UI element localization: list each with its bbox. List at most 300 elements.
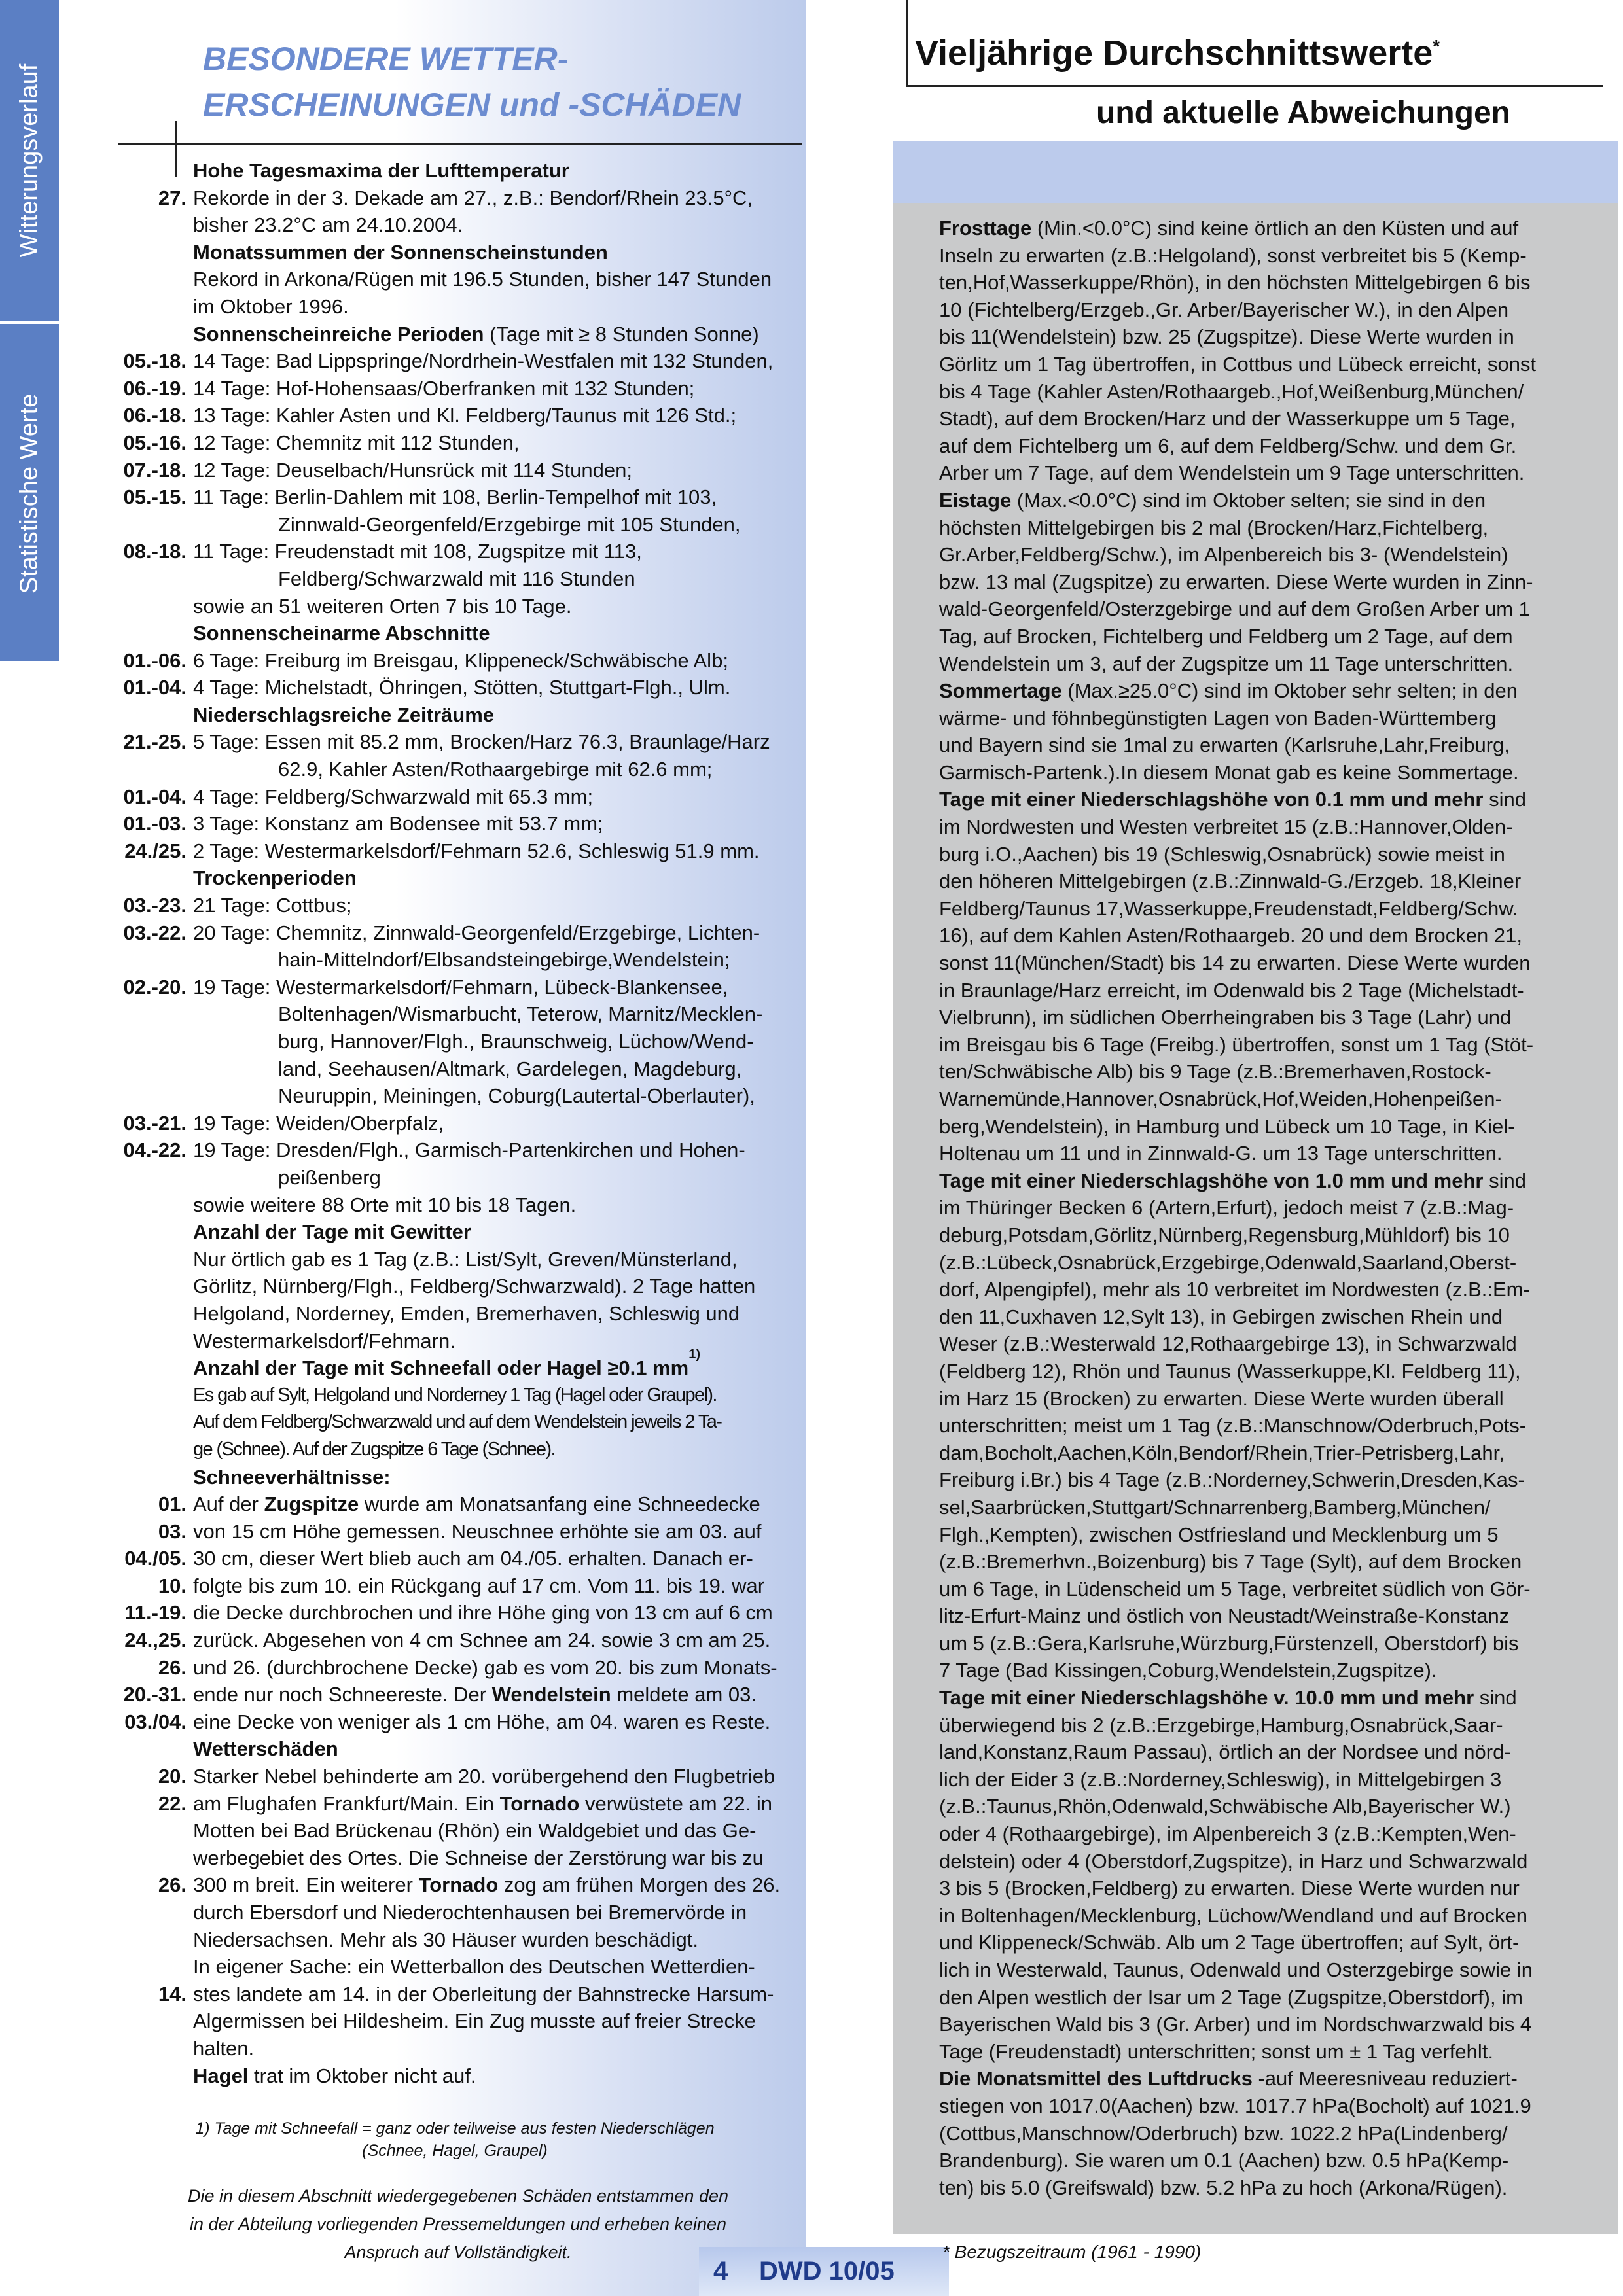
list-item xyxy=(98,892,812,919)
text-line: Gr.Arber,Feldberg/Schw.), im Alpenbereich bis 3- (Wendelstein) xyxy=(939,543,1508,567)
list-item xyxy=(98,1273,812,1300)
entry-text: Hagel trat im Oktober nicht auf. xyxy=(193,2064,476,2087)
list-item xyxy=(98,565,812,593)
entry-text: 19 Tage: Dresden/Flgh., Garmisch-Partenkirchen und Hohen- xyxy=(193,1139,745,1162)
text-line: Tage mit einer Niederschlagshöhe von 1.0 mm und mehr sind xyxy=(939,1169,1526,1192)
text-line: litz-Erfurt-Mainz und östlich von Neustadt/Weinstraße-Konstanz xyxy=(939,1604,1510,1628)
entry-text: die Decke durchbrochen und ihre Höhe ging von 13 cm auf 6 cm xyxy=(193,1601,773,1625)
list-item xyxy=(98,1845,812,1872)
list-item xyxy=(98,1328,812,1355)
list-item xyxy=(98,1599,812,1627)
date-label: 08.-18. xyxy=(123,540,187,563)
entry-text: Zinnwald-Georgenfeld/Erzgebirge mit 105 Stunden, xyxy=(278,512,741,536)
list-item xyxy=(98,1000,812,1028)
text-line: (z.B.:Taunus,Rhön,Odenwald,Schwäbische Alb,Bayerischer W.) xyxy=(939,1795,1511,1818)
text-line: den höheren Mittelgebirgen (z.B.:Zinnwald-G./Erzgeb. 18,Kleiner xyxy=(939,870,1522,893)
text-line: den 11,Cuxhaven 12,Sylt 13), in Gebirgen zwischen Rhein und xyxy=(939,1305,1503,1328)
date-label xyxy=(98,620,193,647)
entry-text: 19 Tage: Westermarkelsdorf/Fehmarn, Lübeck-Blankensee, xyxy=(193,975,728,998)
text-line: ten,Hof,Wasserkuppe/Rhön), in den höchsten Mittelgebirgen 6 bis xyxy=(939,271,1531,294)
entry-text: sowie weitere 88 Orte mit 10 bis 18 Tagen. xyxy=(193,1193,577,1216)
text-line: Garmisch-Partenk.).In diesem Monat gab es keine Sommertage. xyxy=(939,760,1519,784)
text-line: Wendelstein um 3, auf der Zugspitze um 11 Tage unterschritten. xyxy=(939,652,1514,675)
text-line: berg,Wendelstein), in Hamburg und Lübeck um 10 Tage, in Kiel- xyxy=(939,1114,1515,1138)
right-divider-line xyxy=(906,85,1603,87)
list-item xyxy=(98,2007,812,2035)
list-item xyxy=(98,783,812,811)
page-footer xyxy=(699,2247,949,2296)
entry-text: halten. xyxy=(193,2036,255,2060)
date-label xyxy=(98,1192,193,1219)
list-item xyxy=(98,838,812,865)
right-divider-vertical xyxy=(906,0,908,87)
date-label xyxy=(98,511,193,539)
list-item xyxy=(98,1192,812,1219)
text-line: sonst 11(München/Stadt) bis 14 zu erwarten. Diese Werte wurden xyxy=(939,951,1531,975)
list-item xyxy=(98,1708,812,1736)
list-item xyxy=(98,810,812,838)
list-item xyxy=(98,1382,812,1409)
entry-text: 21 Tage: Cottbus; xyxy=(193,894,352,917)
reference-period-note: * Bezugszeitraum (1961 - 1990) xyxy=(942,2242,1202,2262)
text-line: und Bayern sind sie 1mal zu erwarten (Karlsruhe,Lahr,Freiburg, xyxy=(939,733,1510,757)
list-item xyxy=(98,620,812,647)
text-line: dam,Bocholt,Aachen,Köln,Bendorf/Rhein,Trier-Petrisberg,Lahr, xyxy=(939,1441,1505,1464)
date-label: 01.-04. xyxy=(123,785,187,808)
entry-text: 4 Tage: Feldberg/Schwarzwald mit 65.3 mm; xyxy=(193,785,594,808)
date-label xyxy=(98,864,193,892)
entry-text: Rekorde in der 3. Dekade am 27., z.B.: Bendorf/Rhein 23.5°C, xyxy=(193,186,753,209)
entry-text: im Oktober 1996. xyxy=(193,294,349,318)
list-item xyxy=(98,293,812,321)
text-line: deburg,Potsdam,Görlitz,Nürnberg,Regensburg,Mühldorf) bis 10 xyxy=(939,1223,1510,1246)
right-section-title: Vieljährige Durchschnittswerte* xyxy=(915,33,1440,73)
list-item xyxy=(98,1409,812,1436)
text-line: bzw. 13 mal (Zugspitze) zu erwarten. Diese Werte wurden in Zinn- xyxy=(939,570,1533,593)
list-item xyxy=(98,538,812,565)
list-item xyxy=(98,1899,812,1926)
list-item xyxy=(98,457,812,484)
text-line: bis 11(Wendelstein) bzw. 25 (Zugspitze). Diese Werte wurden in xyxy=(939,325,1514,349)
date-label xyxy=(98,1300,193,1328)
date-label: 03.-23. xyxy=(123,894,187,917)
text-line: im Thüringer Becken 6 (Artern,Erfurt), jedoch meist 7 (z.B.:Mag- xyxy=(939,1196,1514,1220)
left-section-title: BESONDERE WETTER- ERSCHEINUNGEN und -SCHÄDEN xyxy=(203,41,741,123)
date-label: 07.-18. xyxy=(123,458,187,482)
date-label: 01.-03. xyxy=(123,812,187,836)
list-item xyxy=(98,1545,812,1572)
list-item xyxy=(98,1055,812,1083)
date-label xyxy=(98,211,193,239)
date-label: 01.-06. xyxy=(123,648,187,672)
list-item xyxy=(98,402,812,429)
entry-text: Nur örtlich gab es 1 Tag (z.B.: List/Sylt, Greven/Münsterland, xyxy=(193,1247,738,1271)
text-line: Brandenburg). Sie waren um 0.1 (Aachen) bzw. 0.5 hPa(Kemp- xyxy=(939,2149,1509,2172)
date-label xyxy=(98,946,193,974)
entry-text: bisher 23.2°C am 24.10.2004. xyxy=(193,213,463,237)
entry-text: sowie an 51 weiteren Orten 7 bis 10 Tage. xyxy=(193,594,572,618)
date-label xyxy=(98,593,193,620)
date-label: 04.-22. xyxy=(123,1139,187,1162)
entry-text: Sonnenscheinarme Abschnitte xyxy=(193,622,490,645)
entry-text: Auf dem Feldberg/Schwarzwald und auf dem Wendelstein jeweils 2 Ta- xyxy=(193,1411,722,1433)
issue-label: DWD 10/05 xyxy=(759,2257,895,2286)
date-label: 01.-04. xyxy=(123,676,187,699)
text-line: wald-Georgenfeld/Osterzgebirge und auf dem Großen Arber um 1 xyxy=(939,597,1530,621)
date-label xyxy=(98,293,193,321)
date-label xyxy=(98,1464,193,1491)
date-label xyxy=(98,1953,193,1981)
date-label xyxy=(98,1899,193,1926)
list-item xyxy=(98,1246,812,1273)
entry-text: Algermissen bei Hildesheim. Ein Zug musste auf freier Strecke xyxy=(193,2009,756,2033)
date-label xyxy=(98,1164,193,1192)
climate-averages-text xyxy=(939,215,1610,2201)
date-label xyxy=(98,2035,193,2062)
entry-text: Feldberg/Schwarzwald mit 116 Stunden xyxy=(278,567,635,590)
text-line: Weser (z.B.:Westerwald 12,Rothaargebirge 13), in Schwarzwald xyxy=(939,1332,1517,1356)
date-label xyxy=(98,1817,193,1845)
entry-text: eine Decke von weniger als 1 cm Höhe, am 04. waren es Reste. xyxy=(193,1710,771,1733)
date-label: 11.-19. xyxy=(124,1601,187,1625)
list-item xyxy=(98,674,812,701)
list-item xyxy=(98,593,812,620)
entry-text: 19 Tage: Weiden/Oberpfalz, xyxy=(193,1111,444,1135)
list-item xyxy=(98,919,812,947)
entry-text: Es gab auf Sylt, Helgoland und Norderney 1 Tag (Hagel oder Graupel). xyxy=(193,1384,717,1405)
text-line: Tage mit einer Niederschlagshöhe v. 10.0 mm und mehr sind xyxy=(939,1686,1517,1710)
entry-text: Sonnenscheinreiche Perioden (Tage mit ≥ 8 Stunden Sonne) xyxy=(193,322,759,345)
entry-text: 6 Tage: Freiburg im Breisgau, Klippeneck/Schwäbische Alb; xyxy=(193,648,728,672)
entry-text: 11 Tage: Freudenstadt mit 108, Zugspitze mit 113, xyxy=(193,540,642,563)
date-label xyxy=(98,1382,193,1409)
entry-text: land, Seehausen/Altmark, Gardelegen, Magdeburg, xyxy=(278,1057,742,1080)
entry-text: stes landete am 14. in der Oberleitung der Bahnstrecke Harsum- xyxy=(193,1982,774,2005)
entry-text: Rekord in Arkona/Rügen mit 196.5 Stunden, bisher 147 Stunden xyxy=(193,268,772,291)
entry-text: Neuruppin, Meiningen, Coburg(Lautertal-Oberlauter), xyxy=(278,1084,755,1108)
date-label xyxy=(98,1246,193,1273)
text-line: (Feldberg 12), Rhön und Taunus (Wasserkuppe,Kl. Feldberg 11), xyxy=(939,1359,1521,1383)
date-label: 20.-31. xyxy=(123,1683,187,1706)
text-line: 3 bis 5 (Brocken,Feldberg) zu erwarten. Diese Werte wurden nur xyxy=(939,1877,1520,1900)
text-line: um 6 Tage, in Lüdenscheid um 5 Tage, verbreitet südlich von Gör- xyxy=(939,1577,1531,1600)
list-item xyxy=(98,185,812,212)
list-item xyxy=(98,375,812,402)
divider-line xyxy=(118,143,802,145)
list-item xyxy=(98,1681,812,1708)
text-line: 7 Tage (Bad Kissingen,Coburg,Wendelstein,Zugspitze). xyxy=(939,1659,1437,1682)
date-label xyxy=(98,2062,193,2090)
text-line: wärme- und föhnbegünstigten Lagen von Baden-Württemberg xyxy=(939,706,1497,730)
date-label: 21.-25. xyxy=(123,730,187,754)
text-line: überwiegend bis 2 (z.B.:Erzgebirge,Hamburg,Osnabrück,Saar- xyxy=(939,1713,1503,1737)
entry-text: 20 Tage: Chemnitz, Zinnwald-Georgenfeld/Erzgebirge, Lichten- xyxy=(193,921,760,944)
entry-text: peißenberg xyxy=(278,1165,381,1189)
date-label: 05.-15. xyxy=(123,486,187,509)
list-item xyxy=(98,157,812,185)
text-line: 10 (Fichtelberg/Erzgeb.,Gr. Arber/Bayerischer W.), in den Alpen xyxy=(939,298,1509,321)
text-line: lich in Westerwald, Taunus, Odenwald und Osterzgebirge sowie in xyxy=(939,1958,1533,1981)
list-item xyxy=(98,1817,812,1845)
list-item xyxy=(98,647,812,675)
text-line: burg i.O.,Aachen) bis 19 (Schleswig,Osnabrück) sowie meist in xyxy=(939,842,1505,866)
footnote: 1) Tage mit Schneefall = ganz oder teilweise aus festen Niederschlägen (Schnee, Hagel, Graupel) xyxy=(195,2119,715,2160)
entry-text: 2 Tage: Westermarkelsdorf/Fehmarn 52.6, Schleswig 51.9 mm. xyxy=(193,839,760,862)
text-line: Görlitz um 1 Tag übertroffen, in Cottbus und Lübeck erreicht, sonst xyxy=(939,352,1537,376)
entry-text: hain-Mittelndorf/Elbsandsteingebirge,Wendelstein; xyxy=(278,948,730,972)
date-label xyxy=(98,756,193,783)
entry-text: Schneeverhältnisse: xyxy=(193,1465,391,1489)
entry-text: 12 Tage: Chemnitz mit 112 Stunden, xyxy=(193,431,520,454)
sidebar-tab-witterungsverlauf[interactable]: Witterungsverlauf xyxy=(0,0,59,324)
text-line: Flgh.,Kempten), zwischen Ostfriesland und Mecklenburg um 5 xyxy=(939,1523,1499,1546)
right-section-subtitle: und aktuelle Abweichungen xyxy=(1096,96,1510,130)
list-item xyxy=(98,1981,812,2008)
list-item xyxy=(98,701,812,729)
date-label xyxy=(98,1218,193,1246)
text-line: Inseln zu erwarten (z.B.:Helgoland), sonst verbreitet bis 5 (Kemp- xyxy=(939,243,1527,267)
entry-text: Trockenperioden xyxy=(193,866,357,890)
right-header-band xyxy=(893,141,1618,203)
text-line: auf dem Fichtelberg um 6, auf dem Feldberg/Schw. und dem Gr. xyxy=(939,434,1517,457)
date-label: 05.-18. xyxy=(123,349,187,373)
date-label xyxy=(98,1409,193,1436)
entry-text: Monatssummen der Sonnenscheinstunden xyxy=(193,240,608,264)
entry-text: burg, Hannover/Flgh., Braunschweig, Lüchow/Wend- xyxy=(278,1030,754,1053)
text-line: Tage mit einer Niederschlagshöhe von 0.1 mm und mehr sind xyxy=(939,788,1526,811)
date-label xyxy=(98,1055,193,1083)
list-item xyxy=(98,429,812,457)
entry-text: 300 m breit. Ein weiterer Tornado zog am frühen Morgen des 26. xyxy=(193,1873,781,1897)
weather-events-list xyxy=(98,157,812,2089)
date-label xyxy=(98,1028,193,1055)
date-label xyxy=(98,1082,193,1110)
list-item xyxy=(98,1028,812,1055)
text-line: (Cottbus,Manschnow/Oderbruch) bzw. 1022.2 hPa(Lindenberg/ xyxy=(939,2121,1508,2145)
entry-text: Starker Nebel behinderte am 20. vorübergehend den Flugbetrieb xyxy=(193,1765,776,1788)
date-label: 06.-19. xyxy=(123,376,187,400)
entry-text: 14 Tage: Bad Lippspringe/Nordrhein-Westfalen mit 132 Stunden, xyxy=(193,349,774,373)
text-line: oder 4 (Rothaargebirge), im Alpenbereich 3 (z.B.:Kempten,Wen- xyxy=(939,1822,1516,1846)
list-item xyxy=(98,1110,812,1137)
entry-text: 13 Tage: Kahler Asten und Kl. Feldberg/Taunus mit 126 Std.; xyxy=(193,404,737,427)
entry-text: 11 Tage: Berlin-Dahlem mit 108, Berlin-Tempelhof mit 103, xyxy=(193,486,717,509)
entry-text: In eigener Sache: ein Wetterballon des Deutschen Wetterdien- xyxy=(193,1955,755,1979)
text-line: im Harz 15 (Brocken) zu erwarten. Diese Werte wurden überall xyxy=(939,1386,1504,1410)
text-line: Sommertage (Max.≥25.0°C) sind im Oktober sehr selten; in den xyxy=(939,679,1518,703)
date-label: 10. xyxy=(158,1574,187,1597)
text-line: lich der Eider 3 (z.B.:Norderney,Schleswig), in Mittelgebirgen 3 xyxy=(939,1767,1502,1791)
date-label xyxy=(98,1436,193,1464)
text-line: im Nordwesten und Westen verbreitet 15 (z.B.:Hannover,Olden- xyxy=(939,815,1513,839)
list-item xyxy=(98,1137,812,1164)
date-label: 27. xyxy=(158,186,187,209)
text-line: Freiburg i.Br.) bis 4 Tage (z.B.:Norderney,Schwerin,Dresden,Kas- xyxy=(939,1468,1525,1492)
text-line: Vielbrunn), im südlichen Oberrheingraben bis 3 Tage (Lahr) und xyxy=(939,1006,1512,1029)
date-label xyxy=(98,157,193,185)
text-line: Eistage (Max.<0.0°C) sind im Oktober selten; sie sind in den xyxy=(939,488,1486,512)
text-line: Tag, auf Brocken, Fichtelberg und Feldberg um 2 Tage, auf dem xyxy=(939,624,1513,648)
date-label xyxy=(98,1845,193,1872)
list-item xyxy=(98,1300,812,1328)
entry-text: werbegebiet des Ortes. Die Schneise der Zerstörung war bis zu xyxy=(193,1846,764,1869)
list-item xyxy=(98,946,812,974)
text-line: dorf, Alpengipfel), mehr als 10 verbreitet im Nordwesten (z.B.:Em- xyxy=(939,1278,1530,1301)
date-label: 04./05. xyxy=(124,1547,187,1570)
text-line: 16), auf dem Kahlen Asten/Rothaargeb. 20 und dem Brocken 21, xyxy=(939,924,1522,947)
text-line: Bayerischen Wald bis 3 (Gr. Arber) und im Nordschwarzwald bis 4 xyxy=(939,2013,1532,2036)
date-label xyxy=(98,701,193,729)
text-line: delstein) oder 4 (Oberstdorf,Zugspitze), in Harz und Schwarzwald xyxy=(939,1849,1528,1873)
date-label xyxy=(98,1273,193,1300)
date-label: 06.-18. xyxy=(123,404,187,427)
text-line: Die Monatsmittel des Luftdrucks -auf Meeresniveau reduziert- xyxy=(939,2067,1518,2091)
date-label: 05.-16. xyxy=(123,431,187,454)
list-item xyxy=(98,484,812,511)
date-label xyxy=(98,1000,193,1028)
entry-text: 12 Tage: Deuselbach/Hunsrück mit 114 Stunden; xyxy=(193,458,632,482)
entry-text: durch Ebersdorf und Niederochtenhausen bei Bremervörde in xyxy=(193,1901,747,1924)
date-label: 26. xyxy=(158,1873,187,1897)
date-label: 02.-20. xyxy=(123,975,187,998)
text-line: in Boltenhagen/Mecklenburg, Lüchow/Wendland und auf Brocken xyxy=(939,1903,1528,1927)
date-label: 03.-22. xyxy=(123,921,187,944)
entry-text: 5 Tage: Essen mit 85.2 mm, Brocken/Harz 76.3, Braunlage/Harz xyxy=(193,730,770,754)
entry-text: 14 Tage: Hof-Hohensaas/Oberfranken mit 132 Stunden; xyxy=(193,376,695,400)
list-item xyxy=(98,1518,812,1545)
list-item xyxy=(98,239,812,266)
date-label xyxy=(98,565,193,593)
entry-text: Helgoland, Norderney, Emden, Bremerhaven, Schleswig und xyxy=(193,1301,740,1325)
text-line: ten) bis 5.0 (Greifswald) bzw. 5.2 hPa zu hoch (Arkona/Rügen). xyxy=(939,2176,1508,2199)
entry-text: folgte bis zum 10. ein Rückgang auf 17 cm. Vom 11. bis 19. war xyxy=(193,1574,765,1597)
entry-text: 62.9, Kahler Asten/Rothaargebirge mit 62.6 mm; xyxy=(278,758,713,781)
list-item xyxy=(98,1735,812,1763)
date-label xyxy=(98,1354,193,1382)
page-number: 4 xyxy=(713,2257,728,2286)
date-label: 03./04. xyxy=(124,1710,187,1733)
entry-text: ende nur noch Schneereste. Der Wendelstein meldete am 03. xyxy=(193,1683,757,1706)
text-line: (z.B.:Lübeck,Osnabrück,Erzgebirge,Odenwald,Saarland,Oberst- xyxy=(939,1250,1517,1274)
text-line: Holtenau um 11 und in Zinnwald-G. um 13 Tage unterschritten. xyxy=(939,1142,1503,1165)
list-item xyxy=(98,728,812,756)
text-line: Stadt), auf dem Brocken/Harz und der Wasserkuppe um 5 Tage, xyxy=(939,407,1516,431)
section-sidebar xyxy=(0,0,59,661)
text-line: ten/Schwäbische Alb) bis 9 Tage (z.B.:Bremerhaven,Rostock- xyxy=(939,1060,1491,1084)
entry-text: Görlitz, Nürnberg/Flgh., Feldberg/Schwarzwald). 2 Tage hatten xyxy=(193,1275,756,1298)
text-line: (z.B.:Bremerhvn.,Boizenburg) bis 7 Tage (Sylt), auf dem Brocken xyxy=(939,1550,1522,1574)
entry-text: am Flughafen Frankfurt/Main. Ein Tornado verwüstete am 22. in xyxy=(193,1792,772,1815)
date-label: 14. xyxy=(158,1982,187,2005)
list-item xyxy=(98,1654,812,1682)
text-line: den Alpen westlich der Isar um 2 Tage (Zugspitze,Oberstdorf), im xyxy=(939,1985,1523,2009)
text-line: um 5 (z.B.:Gera,Karlsruhe,Würzburg,Fürstenzell, Oberstdorf) bis xyxy=(939,1631,1519,1655)
date-label: 20. xyxy=(158,1765,187,1788)
list-item xyxy=(98,1763,812,1790)
date-label: 24.,25. xyxy=(124,1629,187,1652)
date-label: 03.-21. xyxy=(123,1111,187,1135)
date-label: 26. xyxy=(158,1655,187,1679)
entry-text: Niedersachsen. Mehr als 30 Häuser wurden beschädigt. xyxy=(193,1928,698,1951)
list-item xyxy=(98,1218,812,1246)
date-label xyxy=(98,321,193,348)
list-item xyxy=(98,1491,812,1518)
entry-text: 3 Tage: Konstanz am Bodensee mit 53.7 mm; xyxy=(193,812,603,836)
text-line: land,Konstanz,Raum Passau), örtlich an der Nordsee und nörd- xyxy=(939,1740,1511,1764)
list-item xyxy=(98,1627,812,1654)
date-label: 24./25. xyxy=(124,839,187,862)
sidebar-tab-statistische-werte[interactable]: Statistische Werte xyxy=(15,393,43,594)
text-line: Frosttage (Min.<0.0°C) sind keine örtlich an den Küsten und auf xyxy=(939,217,1519,239)
entry-text: Anzahl der Tage mit Gewitter xyxy=(193,1220,471,1244)
list-item: Anzahl der Tage mit Schneefall oder Hagel ≥0.1 mm 1) xyxy=(98,1354,812,1382)
entry-text: zurück. Abgesehen von 4 cm Schnee am 24. sowie 3 cm am 25. xyxy=(193,1629,771,1652)
list-item xyxy=(98,211,812,239)
entry-text: von 15 cm Höhe gemessen. Neuschnee erhöhte sie am 03. auf xyxy=(193,1519,762,1543)
entry-text: und 26. (durchbrochene Decke) gab es vom 20. bis zum Monats- xyxy=(193,1655,777,1679)
list-item xyxy=(98,1464,812,1491)
list-item xyxy=(98,347,812,375)
date-label: 01. xyxy=(158,1492,187,1516)
list-item xyxy=(98,1953,812,1981)
text-line: Feldberg/Taunus 17,Wasserkuppe,Freudenstadt,Feldberg/Schw. xyxy=(939,896,1518,920)
text-line: unterschritten; meist um 1 Tag (z.B.:Manschnow/Oderbruch,Pots- xyxy=(939,1414,1527,1438)
entry-text: Hohe Tagesmaxima der Lufttemperatur xyxy=(193,159,569,182)
entry-text: Boltenhagen/Wismarbucht, Teterow, Marnitz/Mecklen- xyxy=(278,1002,763,1026)
list-item xyxy=(98,511,812,539)
entry-text: 4 Tage: Michelstadt, Öhringen, Stötten, Stuttgart-Flgh., Ulm. xyxy=(193,676,731,699)
date-label xyxy=(98,2007,193,2035)
text-line: stiegen von 1017.0(Aachen) bzw. 1017.7 hPa(Bocholt) auf 1021.9 xyxy=(939,2094,1531,2117)
list-item xyxy=(98,2035,812,2062)
text-line: Arber um 7 Tage, auf dem Wendelstein um 9 Tage unterschritten. xyxy=(939,461,1525,485)
list-item xyxy=(98,1926,812,1954)
entry-text: Niederschlagsreiche Zeiträume xyxy=(193,703,495,726)
text-line: Warnemünde,Hannover,Osnabrück,Hof,Weiden,Hohenpeißen- xyxy=(939,1087,1502,1110)
text-line: in Braunlage/Harz erreicht, im Odenwald bis 2 Tage (Michelstadt- xyxy=(939,978,1524,1002)
list-item xyxy=(98,1790,812,1818)
date-label xyxy=(98,1328,193,1355)
list-item xyxy=(98,1164,812,1192)
date-label xyxy=(98,1926,193,1954)
list-item xyxy=(98,1082,812,1110)
text-line: höchsten Mittelgebirgen bis 2 mal (Brocken/Harz,Fichtelberg, xyxy=(939,516,1489,539)
text-line: sel,Saarbrücken,Stuttgart/Schnarrenberg,Bamberg,München/ xyxy=(939,1495,1491,1519)
text-line: Tage (Freudenstadt) unterschritten; sonst um ± 1 Tag verfehlt. xyxy=(939,2040,1493,2063)
list-item xyxy=(98,1436,812,1464)
list-item xyxy=(98,864,812,892)
entry-text: Motten bei Bad Brückenau (Rhön) ein Waldgebiet und das Ge- xyxy=(193,1819,757,1843)
date-label: 22. xyxy=(158,1792,187,1815)
entry-text: ge (Schnee). Auf der Zugspitze 6 Tage (Schnee). xyxy=(193,1438,555,1460)
entry-text: 30 cm, dieser Wert blieb auch am 04./05. erhalten. Danach er- xyxy=(193,1547,753,1570)
date-label: 03. xyxy=(158,1519,187,1543)
text-line: im Breisgau bis 6 Tage (Freibg.) übertroffen, sonst um 1 Tag (Stöt- xyxy=(939,1033,1534,1056)
entry-text: Wetterschäden xyxy=(193,1737,338,1761)
entry-text: Westermarkelsdorf/Fehmarn. xyxy=(193,1329,455,1352)
text-line: bis 4 Tage (Kahler Asten/Rothaargeb.,Hof,Weißenburg,München/ xyxy=(939,380,1524,403)
list-item xyxy=(98,266,812,293)
list-item xyxy=(98,756,812,783)
disclaimer: Die in diesem Abschnitt wiedergegebenen Schäden entstammen den in der Abteilung vorliegenden Pressemeldungen und erheben keinen Anspruch auf Vollständigkeit. xyxy=(187,2186,729,2262)
list-item xyxy=(98,1572,812,1600)
date-label xyxy=(98,239,193,266)
date-label xyxy=(98,266,193,293)
list-item xyxy=(98,974,812,1001)
entry-text: Auf der Zugspitze wurde am Monatsanfang eine Schneedecke xyxy=(193,1492,760,1516)
list-item xyxy=(98,1871,812,1899)
date-label xyxy=(98,1735,193,1763)
